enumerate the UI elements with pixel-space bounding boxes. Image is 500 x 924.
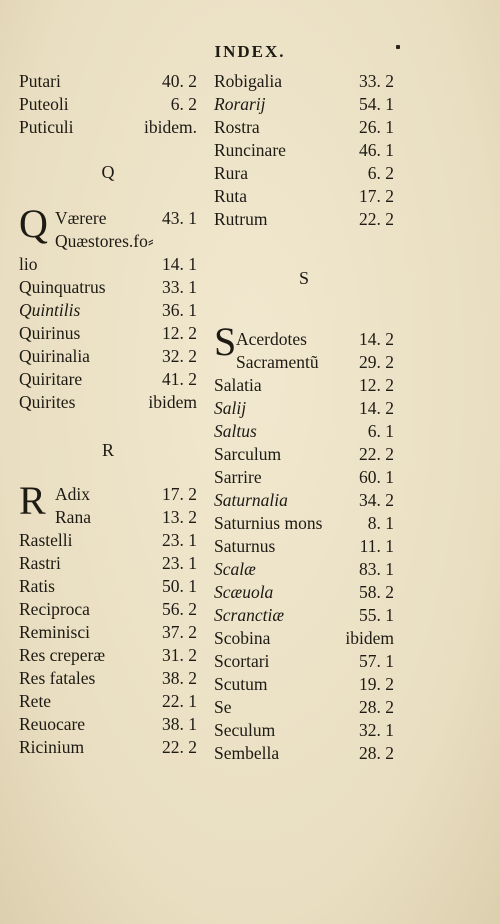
entry-term: Quirites	[19, 392, 76, 412]
index-entry	[19, 322, 197, 345]
index-entry	[214, 558, 394, 581]
entry-term: Reciproca	[19, 599, 90, 619]
entry-reference: ibidem	[148, 392, 197, 412]
index-entry	[19, 253, 197, 276]
entry-term: Saltus	[214, 421, 257, 441]
entry-reference: 43. 1	[162, 208, 197, 228]
section-letter: S	[298, 268, 309, 288]
entry-term: Robigalia	[214, 71, 283, 91]
entry-term: Rura	[214, 163, 249, 183]
entry-reference: 38. 1	[162, 714, 197, 734]
entry-reference: 56. 2	[162, 599, 197, 619]
index-entry	[19, 93, 197, 116]
index-entry	[214, 535, 394, 558]
index-entry	[214, 512, 394, 535]
index-entry	[214, 466, 394, 489]
entry-reference: 29. 2	[359, 352, 394, 372]
entry-term: Sarculum	[214, 444, 282, 464]
entry-term: Scutum	[214, 674, 268, 694]
entry-reference: 22. 2	[359, 444, 394, 464]
entry-reference: 55. 1	[359, 605, 394, 625]
index-entry	[19, 299, 197, 322]
entry-reference: 6. 2	[170, 94, 197, 114]
entry-term: Salij	[214, 398, 247, 418]
entry-term: Puteoli	[19, 94, 69, 114]
entry-reference: 17. 2	[162, 484, 197, 504]
entry-reference: 6. 2	[367, 163, 394, 183]
entry-term: Sacramentũ	[236, 352, 319, 372]
entry-term: Quiritare	[19, 369, 83, 389]
index-entry	[214, 696, 394, 719]
index-entry	[19, 598, 197, 621]
entry-reference: 13. 2	[162, 507, 197, 527]
entry-term: Rastri	[19, 553, 61, 573]
entry-reference: 14. 2	[359, 329, 394, 349]
entry-reference: 32. 2	[162, 346, 197, 366]
drop-capital: Q	[19, 201, 48, 246]
index-entry	[19, 345, 197, 368]
index-entry	[214, 581, 394, 604]
entry-reference: 14. 2	[359, 398, 394, 418]
entry-reference: 32. 1	[359, 720, 394, 740]
entry-reference: 6. 1	[367, 421, 394, 441]
index-entry	[214, 650, 394, 673]
entry-term: Puticuli	[19, 117, 74, 137]
index-entry	[214, 627, 394, 650]
index-entry	[214, 489, 394, 512]
entry-term: Ruta	[214, 186, 248, 206]
index-entry	[236, 351, 394, 374]
entry-reference: 12. 2	[359, 375, 394, 395]
entry-reference: 17. 2	[359, 186, 394, 206]
entry-term: Scortari	[214, 651, 270, 671]
entry-reference: 33. 1	[162, 277, 197, 297]
entry-term: Rastelli	[19, 530, 73, 550]
entry-reference: 26. 1	[359, 117, 394, 137]
entry-term: Adix	[55, 484, 90, 504]
entry-reference: 19. 2	[359, 674, 394, 694]
entry-reference: 11. 1	[359, 536, 394, 556]
index-entry	[19, 276, 197, 299]
index-entry	[214, 93, 394, 116]
index-entry	[214, 443, 394, 466]
entry-term: Putari	[19, 71, 61, 91]
index-entry	[19, 621, 197, 644]
entry-term: Res creperæ	[19, 645, 106, 665]
index-entry	[214, 208, 394, 231]
section-letter: R	[101, 440, 114, 460]
entry-term: Seculum	[214, 720, 276, 740]
index-entry	[214, 139, 394, 162]
entry-reference: ibidem.	[144, 117, 197, 137]
index-entry	[236, 328, 394, 351]
entry-reference: 83. 1	[359, 559, 394, 579]
drop-capital: S	[214, 319, 237, 364]
index-entry	[55, 230, 197, 253]
entry-reference: 41. 2	[162, 369, 197, 389]
entry-term: Runcinare	[214, 140, 286, 160]
entry-reference: 22. 2	[162, 737, 197, 757]
index-entry	[55, 483, 197, 506]
entry-term: Reuocare	[19, 714, 86, 734]
entry-term: Rete	[19, 691, 52, 711]
index-entry	[19, 391, 197, 414]
entry-reference: 36. 1	[162, 300, 197, 320]
index-entry	[19, 736, 197, 759]
index-entry	[214, 604, 394, 627]
entry-reference: 31. 2	[162, 645, 197, 665]
index-entry	[214, 420, 394, 443]
entry-term: Sarrire	[214, 467, 262, 487]
entry-term: Saturnus	[214, 536, 276, 556]
entry-term: Quæstores.fo⸗	[55, 231, 154, 251]
entry-term: Scranctiæ	[214, 605, 284, 625]
index-entry	[55, 506, 197, 529]
entry-term: Saturnius mons	[214, 513, 323, 533]
index-entry	[214, 70, 394, 93]
entry-reference: 14. 1	[162, 254, 197, 274]
entry-reference: 57. 1	[359, 651, 394, 671]
index-entry	[19, 690, 197, 713]
entry-reference: 38. 2	[162, 668, 197, 688]
entry-reference: 46. 1	[359, 140, 394, 160]
entry-reference: 28. 2	[359, 743, 394, 763]
entry-term: Res fatales	[19, 668, 96, 688]
drop-capital: R	[19, 478, 46, 523]
entry-reference: 23. 1	[162, 553, 197, 573]
entry-term: Quirinalia	[19, 346, 90, 366]
index-entry	[19, 667, 197, 690]
entry-reference: 37. 2	[162, 622, 197, 642]
index-entry	[19, 70, 197, 93]
index-entry	[19, 575, 197, 598]
entry-term: Quintilis	[19, 300, 81, 320]
index-entry	[55, 207, 197, 230]
index-entry	[19, 529, 197, 552]
index-entry	[19, 713, 197, 736]
entry-term: Reminisci	[19, 622, 90, 642]
entry-term: Saturnalia	[214, 490, 288, 510]
entry-term: Sembella	[214, 743, 280, 763]
index-entry	[214, 742, 394, 765]
index-entry	[214, 673, 394, 696]
entry-term: Salatia	[214, 375, 262, 395]
entry-term: Quirinus	[19, 323, 81, 343]
entry-reference: 54. 1	[359, 94, 394, 114]
entry-reference: 50. 1	[162, 576, 197, 596]
entry-term: Se	[214, 697, 232, 717]
entry-reference: 40. 2	[162, 71, 197, 91]
section-letter: Q	[101, 162, 115, 182]
entry-term: Ratis	[19, 576, 55, 596]
entry-reference: ibidem	[345, 628, 394, 648]
entry-term: lio	[19, 254, 38, 274]
entry-term: Ricinium	[19, 737, 85, 757]
index-entry	[214, 374, 394, 397]
index-entry	[19, 644, 197, 667]
page-header: INDEX.	[214, 42, 286, 61]
index-entry	[214, 397, 394, 420]
entry-term: Rana	[55, 507, 91, 527]
entry-reference: 22. 2	[359, 209, 394, 229]
entry-reference: 28. 2	[359, 697, 394, 717]
ink-mark	[396, 45, 400, 49]
entry-term: Scalæ	[214, 559, 256, 579]
index-entry	[19, 552, 197, 575]
entry-term: Quinquatrus	[19, 277, 106, 297]
entry-term: Værere	[55, 208, 107, 228]
entry-reference: 23. 1	[162, 530, 197, 550]
entry-reference: 34. 2	[359, 490, 394, 510]
entry-term: Rutrum	[214, 209, 268, 229]
entry-reference: 33. 2	[359, 71, 394, 91]
entry-term: Rostra	[214, 117, 260, 137]
entry-term: Acerdotes	[236, 329, 307, 349]
entry-reference: 12. 2	[162, 323, 197, 343]
index-entry	[19, 368, 197, 391]
index-entry	[214, 116, 394, 139]
index-entry	[214, 719, 394, 742]
entry-reference: 22. 1	[162, 691, 197, 711]
entry-term: Scæuola	[214, 582, 274, 602]
entry-reference: 8. 1	[367, 513, 394, 533]
entry-reference: 60. 1	[359, 467, 394, 487]
entry-term: Scobina	[214, 628, 271, 648]
index-entry	[214, 185, 394, 208]
index-entry	[214, 162, 394, 185]
index-entry	[19, 116, 197, 139]
entry-reference: 58. 2	[359, 582, 394, 602]
entry-term: Rorarij	[214, 94, 266, 114]
